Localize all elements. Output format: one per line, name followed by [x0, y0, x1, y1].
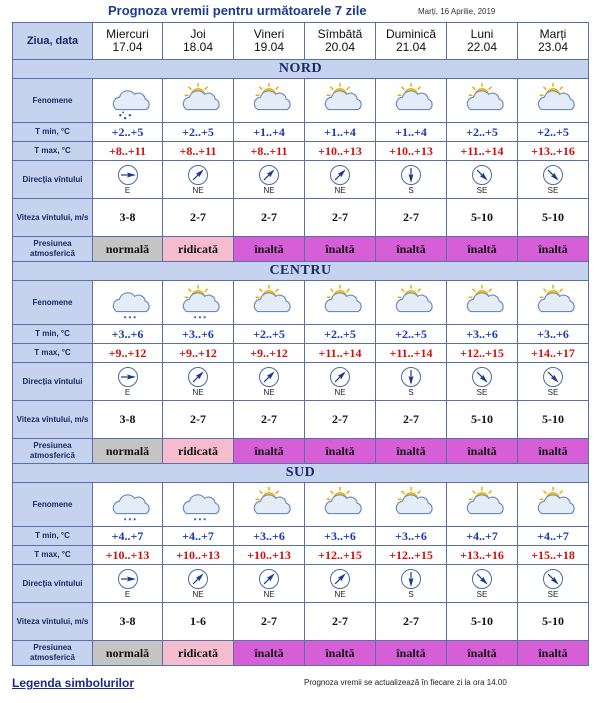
wind-speed-value: 2-7	[305, 199, 376, 237]
day-name: Duminică	[385, 27, 436, 41]
pressure-value: înaltă	[305, 237, 376, 262]
phenomena-cell	[518, 79, 589, 123]
sun-cloud-icon	[318, 81, 362, 121]
wind-direction-cell	[93, 565, 163, 603]
day-name: Joi	[190, 27, 206, 41]
wind-compass-icon	[258, 164, 280, 186]
tmin-value: +3..+6	[234, 527, 305, 546]
wind-compass-icon	[329, 568, 351, 590]
pressure-value: înaltă	[376, 439, 447, 464]
pressure-label: Presiunea atmosferică	[13, 641, 93, 666]
current-date: Marți, 16 Aprilie, 2019	[418, 7, 496, 16]
tmin-value: +4..+7	[518, 527, 589, 546]
wind-speed-value: 5-10	[447, 603, 518, 641]
wind-direction-value: NE	[263, 186, 275, 195]
pressure-value: înaltă	[447, 237, 518, 262]
tmin-value: +4..+7	[93, 527, 163, 546]
tmin-value: +2..+5	[518, 123, 589, 142]
tmin-value: +2..+5	[447, 123, 518, 142]
sun-cloud-icon	[318, 485, 362, 525]
wind-speed-value: 2-7	[305, 603, 376, 641]
tmax-label: T max, °C	[13, 142, 93, 161]
wind-compass-icon	[258, 366, 280, 388]
tmax-value: +8..+11	[163, 142, 234, 161]
wind-compass-icon	[400, 164, 422, 186]
sun-cloud-icon	[389, 283, 433, 323]
phenomena-cell	[447, 483, 518, 527]
tmin-row	[13, 123, 589, 142]
wind-direction-cell	[376, 161, 447, 199]
wind-compass-icon	[400, 366, 422, 388]
sun-cloud-icon	[531, 283, 575, 323]
wind-speed-row	[13, 199, 589, 237]
phenomena-cell	[447, 281, 518, 325]
pressure-value: înaltă	[518, 439, 589, 464]
pressure-value: înaltă	[518, 237, 589, 262]
tmin-value: +1..+4	[376, 123, 447, 142]
wind-speed-value: 1-6	[163, 603, 234, 641]
wind-direction-cell	[518, 565, 589, 603]
wind-direction-cell	[234, 161, 305, 199]
wind-direction-value: SE	[547, 388, 559, 397]
wind-direction-value: NE	[334, 388, 346, 397]
tmax-value: +12..+15	[305, 546, 376, 565]
wind-compass-icon	[117, 164, 139, 186]
sun-cloud-icon	[460, 81, 504, 121]
wind-direction-cell	[447, 565, 518, 603]
phenomena-cell	[376, 281, 447, 325]
day-date: 22.04	[466, 40, 498, 54]
wind-compass-icon	[400, 568, 422, 590]
wind-direction-cell	[163, 565, 234, 603]
tmax-value: +9..+12	[93, 344, 163, 363]
cloud-rain-icon	[106, 485, 150, 525]
pressure-value: înaltă	[234, 641, 305, 666]
wind-compass-icon	[542, 164, 564, 186]
wind-direction-cell	[234, 363, 305, 401]
pressure-value: înaltă	[518, 641, 589, 666]
pressure-value: înaltă	[305, 641, 376, 666]
pressure-value: ridicată	[163, 439, 234, 464]
sun-cloud-icon	[318, 283, 362, 323]
day-header	[447, 23, 518, 60]
tmin-value: +4..+7	[447, 527, 518, 546]
wind-speed-value: 5-10	[447, 199, 518, 237]
tmax-value: +10..+13	[93, 546, 163, 565]
wind-speed-value: 3-8	[93, 401, 163, 439]
tmax-value: +11..+14	[305, 344, 376, 363]
tmax-value: +13..+16	[518, 142, 589, 161]
wind-direction-cell	[305, 565, 376, 603]
tmin-value: +3..+6	[163, 325, 234, 344]
wind-compass-icon	[542, 366, 564, 388]
tmin-label: T min, °C	[13, 527, 93, 546]
wind-direction-value: NE	[334, 590, 346, 599]
cloud-rain-icon	[176, 485, 220, 525]
pressure-value: înaltă	[234, 237, 305, 262]
wind-speed-value: 2-7	[305, 401, 376, 439]
wind-speed-row	[13, 401, 589, 439]
tmax-value: +13..+16	[447, 546, 518, 565]
sun-cloud-rain-icon	[176, 283, 220, 323]
pressure-value: ridicată	[163, 237, 234, 262]
wind-speed-value: 2-7	[234, 603, 305, 641]
day-name: Marți	[539, 27, 567, 41]
wind-speed-value: 2-7	[163, 199, 234, 237]
pressure-value: înaltă	[447, 439, 518, 464]
wind-direction-cell	[447, 161, 518, 199]
wind-compass-icon	[471, 366, 493, 388]
day-name: Miercuri	[106, 27, 149, 41]
tmax-value: +11..+14	[447, 142, 518, 161]
wind-direction-value: SE	[476, 388, 488, 397]
wind-direction-cell	[518, 161, 589, 199]
cloud-snow-icon	[106, 81, 150, 121]
wind-speed-value: 5-10	[518, 401, 589, 439]
sun-cloud-icon	[531, 81, 575, 121]
pressure-row	[13, 439, 589, 464]
tmax-row	[13, 546, 589, 565]
wind-direction-value: E	[124, 388, 131, 397]
tmax-label: T max, °C	[13, 344, 93, 363]
wind-direction-cell	[93, 161, 163, 199]
phenomena-cell	[234, 79, 305, 123]
tmin-value: +2..+5	[376, 325, 447, 344]
sun-cloud-icon	[389, 81, 433, 121]
tmax-value: +12..+15	[376, 546, 447, 565]
day-date: 23.04	[537, 40, 569, 54]
wind-compass-icon	[258, 568, 280, 590]
sun-cloud-icon	[247, 81, 291, 121]
tmin-value: +4..+7	[163, 527, 234, 546]
wind-compass-icon	[117, 366, 139, 388]
wind-speed-value: 5-10	[447, 401, 518, 439]
sun-cloud-icon	[460, 485, 504, 525]
pressure-value: ridicată	[163, 641, 234, 666]
tmax-value: +11..+14	[376, 344, 447, 363]
phenomena-cell	[305, 483, 376, 527]
tmin-value: +1..+4	[305, 123, 376, 142]
tmin-value: +1..+4	[234, 123, 305, 142]
wind-direction-value: SE	[476, 186, 488, 195]
pressure-label: Presiunea atmosferică	[13, 237, 93, 262]
day-header	[518, 23, 589, 60]
sun-cloud-icon	[247, 485, 291, 525]
wind-compass-icon	[187, 568, 209, 590]
wind-direction-value: NE	[192, 388, 204, 397]
wind-direction-value: SE	[547, 186, 559, 195]
wind-compass-icon	[187, 366, 209, 388]
tmin-value: +2..+5	[163, 123, 234, 142]
phenomena-row	[13, 483, 589, 527]
tmax-value: +10..+13	[163, 546, 234, 565]
tmin-label: T min, °C	[13, 123, 93, 142]
wind-direction-value: SE	[547, 590, 559, 599]
phenomena-cell	[93, 483, 163, 527]
pressure-value: normală	[93, 237, 163, 262]
section-title-nord: NORD	[13, 60, 589, 79]
pressure-value: înaltă	[305, 439, 376, 464]
wind-compass-icon	[471, 164, 493, 186]
day-header	[305, 23, 376, 60]
tmax-value: +9..+12	[234, 344, 305, 363]
wind-direction-cell	[518, 363, 589, 401]
wind-speed-value: 2-7	[376, 603, 447, 641]
wind-speed-value: 2-7	[163, 401, 234, 439]
sun-cloud-icon	[247, 283, 291, 323]
tmax-value: +9..+12	[163, 344, 234, 363]
wind-direction-value: S	[408, 590, 414, 599]
wind-speed-value: 2-7	[376, 401, 447, 439]
wind-direction-label: Direcția vîntului	[13, 363, 93, 401]
sun-cloud-icon	[389, 485, 433, 525]
phenomena-cell	[518, 483, 589, 527]
phenomena-cell	[93, 281, 163, 325]
tmax-value: +8..+11	[93, 142, 163, 161]
wind-speed-value: 5-10	[518, 199, 589, 237]
wind-speed-row	[13, 603, 589, 641]
sun-cloud-icon	[176, 81, 220, 121]
wind-direction-cell	[305, 363, 376, 401]
tmin-value: +2..+5	[234, 325, 305, 344]
tmax-value: +10..+13	[234, 546, 305, 565]
wind-direction-row	[13, 363, 589, 401]
wind-direction-value: NE	[334, 186, 346, 195]
wind-compass-icon	[542, 568, 564, 590]
wind-speed-label: Viteza vîntului, m/s	[13, 401, 93, 439]
wind-compass-icon	[187, 164, 209, 186]
pressure-row	[13, 237, 589, 262]
pressure-value: normală	[93, 439, 163, 464]
day-date: 18.04	[182, 40, 214, 54]
phenomena-cell	[163, 483, 234, 527]
pressure-value: înaltă	[376, 237, 447, 262]
day-header-row	[13, 23, 589, 60]
section-title-centru: CENTRU	[13, 262, 589, 281]
tmin-value: +3..+6	[518, 325, 589, 344]
day-date: 20.04	[324, 40, 356, 54]
update-note: Prognoza vremii se actualizează în fiecare zi la ora 14.00	[304, 678, 507, 687]
tmax-value: +15..+18	[518, 546, 589, 565]
tmin-label: T min, °C	[13, 325, 93, 344]
wind-direction-value: S	[408, 388, 414, 397]
phenomena-row	[13, 79, 589, 123]
wind-speed-value: 2-7	[234, 199, 305, 237]
wind-direction-cell	[376, 363, 447, 401]
day-date: 17.04	[112, 40, 143, 54]
wind-speed-value: 2-7	[234, 401, 305, 439]
wind-speed-value: 2-7	[376, 199, 447, 237]
pressure-label: Presiunea atmosferică	[13, 439, 93, 464]
wind-speed-label: Viteza vîntului, m/s	[13, 603, 93, 641]
wind-direction-value: NE	[263, 388, 275, 397]
phenomena-cell	[234, 483, 305, 527]
wind-direction-cell	[93, 363, 163, 401]
wind-direction-row	[13, 565, 589, 603]
wind-direction-cell	[163, 161, 234, 199]
wind-compass-icon	[471, 568, 493, 590]
wind-direction-cell	[234, 565, 305, 603]
phenomena-cell	[518, 281, 589, 325]
day-date: 21.04	[395, 40, 427, 54]
phenomena-cell	[305, 79, 376, 123]
phenomena-cell	[93, 79, 163, 123]
phenomena-cell	[376, 79, 447, 123]
day-date: 19.04	[253, 40, 285, 54]
wind-direction-value: NE	[192, 590, 204, 599]
wind-direction-label: Direcția vîntului	[13, 161, 93, 199]
tmax-row	[13, 344, 589, 363]
wind-direction-value: NE	[192, 186, 204, 195]
wind-speed-label: Viteza vîntului, m/s	[13, 199, 93, 237]
pressure-value: înaltă	[447, 641, 518, 666]
sun-cloud-icon	[460, 283, 504, 323]
tmax-value: +8..+11	[234, 142, 305, 161]
day-name: Sîmbătă	[317, 27, 363, 41]
tmin-value: +3..+6	[305, 527, 376, 546]
day-name: Luni	[470, 27, 494, 41]
wind-compass-icon	[117, 568, 139, 590]
section-row-centru	[13, 262, 589, 281]
tmax-row	[13, 142, 589, 161]
wind-speed-value: 3-8	[93, 199, 163, 237]
forecast-table	[12, 22, 589, 666]
day-header	[163, 23, 234, 60]
day-header	[93, 23, 163, 60]
phenomena-cell	[163, 281, 234, 325]
wind-direction-cell	[447, 363, 518, 401]
pressure-row	[13, 641, 589, 666]
wind-direction-cell	[305, 161, 376, 199]
pressure-value: normală	[93, 641, 163, 666]
tmin-value: +3..+6	[447, 325, 518, 344]
phenomena-cell	[234, 281, 305, 325]
day-name: Vineri	[253, 27, 285, 41]
phenomena-row	[13, 281, 589, 325]
day-header	[234, 23, 305, 60]
wind-direction-value: S	[408, 186, 414, 195]
tmax-value: +10..+13	[305, 142, 376, 161]
wind-direction-label: Direcția vîntului	[13, 565, 93, 603]
day-date-label: Ziua, data	[13, 23, 93, 60]
tmax-value: +14..+17	[518, 344, 589, 363]
wind-direction-value: E	[124, 590, 131, 599]
cloud-rain-icon	[106, 283, 150, 323]
wind-compass-icon	[329, 366, 351, 388]
section-row-sud	[13, 464, 589, 483]
phenomena-label: Fenomene	[13, 79, 93, 123]
wind-direction-cell	[163, 363, 234, 401]
phenomena-label: Fenomene	[13, 281, 93, 325]
wind-direction-row	[13, 161, 589, 199]
tmin-value: +2..+5	[305, 325, 376, 344]
tmax-value: +10..+13	[376, 142, 447, 161]
tmin-row	[13, 527, 589, 546]
wind-direction-cell	[376, 565, 447, 603]
pressure-value: înaltă	[234, 439, 305, 464]
wind-speed-value: 3-8	[93, 603, 163, 641]
legend-link[interactable]: Legenda simbolurilor	[12, 676, 135, 690]
phenomena-cell	[305, 281, 376, 325]
wind-compass-icon	[329, 164, 351, 186]
tmax-value: +12..+15	[447, 344, 518, 363]
tmin-row	[13, 325, 589, 344]
tmin-value: +2..+5	[93, 123, 163, 142]
phenomena-cell	[376, 483, 447, 527]
tmin-value: +3..+6	[376, 527, 447, 546]
tmax-label: T max, °C	[13, 546, 93, 565]
wind-direction-value: NE	[263, 590, 275, 599]
phenomena-label: Fenomene	[13, 483, 93, 527]
section-title-sud: SUD	[13, 464, 589, 483]
wind-direction-value: SE	[476, 590, 488, 599]
pressure-value: înaltă	[376, 641, 447, 666]
sun-cloud-icon	[531, 485, 575, 525]
wind-speed-value: 5-10	[518, 603, 589, 641]
page-header	[0, 0, 600, 22]
wind-direction-value: E	[124, 186, 131, 195]
section-row-nord	[13, 60, 589, 79]
page-title: Prognoza vremii pentru următoarele 7 zile	[108, 3, 367, 18]
phenomena-cell	[163, 79, 234, 123]
day-header	[376, 23, 447, 60]
tmin-value: +3..+6	[93, 325, 163, 344]
phenomena-cell	[447, 79, 518, 123]
